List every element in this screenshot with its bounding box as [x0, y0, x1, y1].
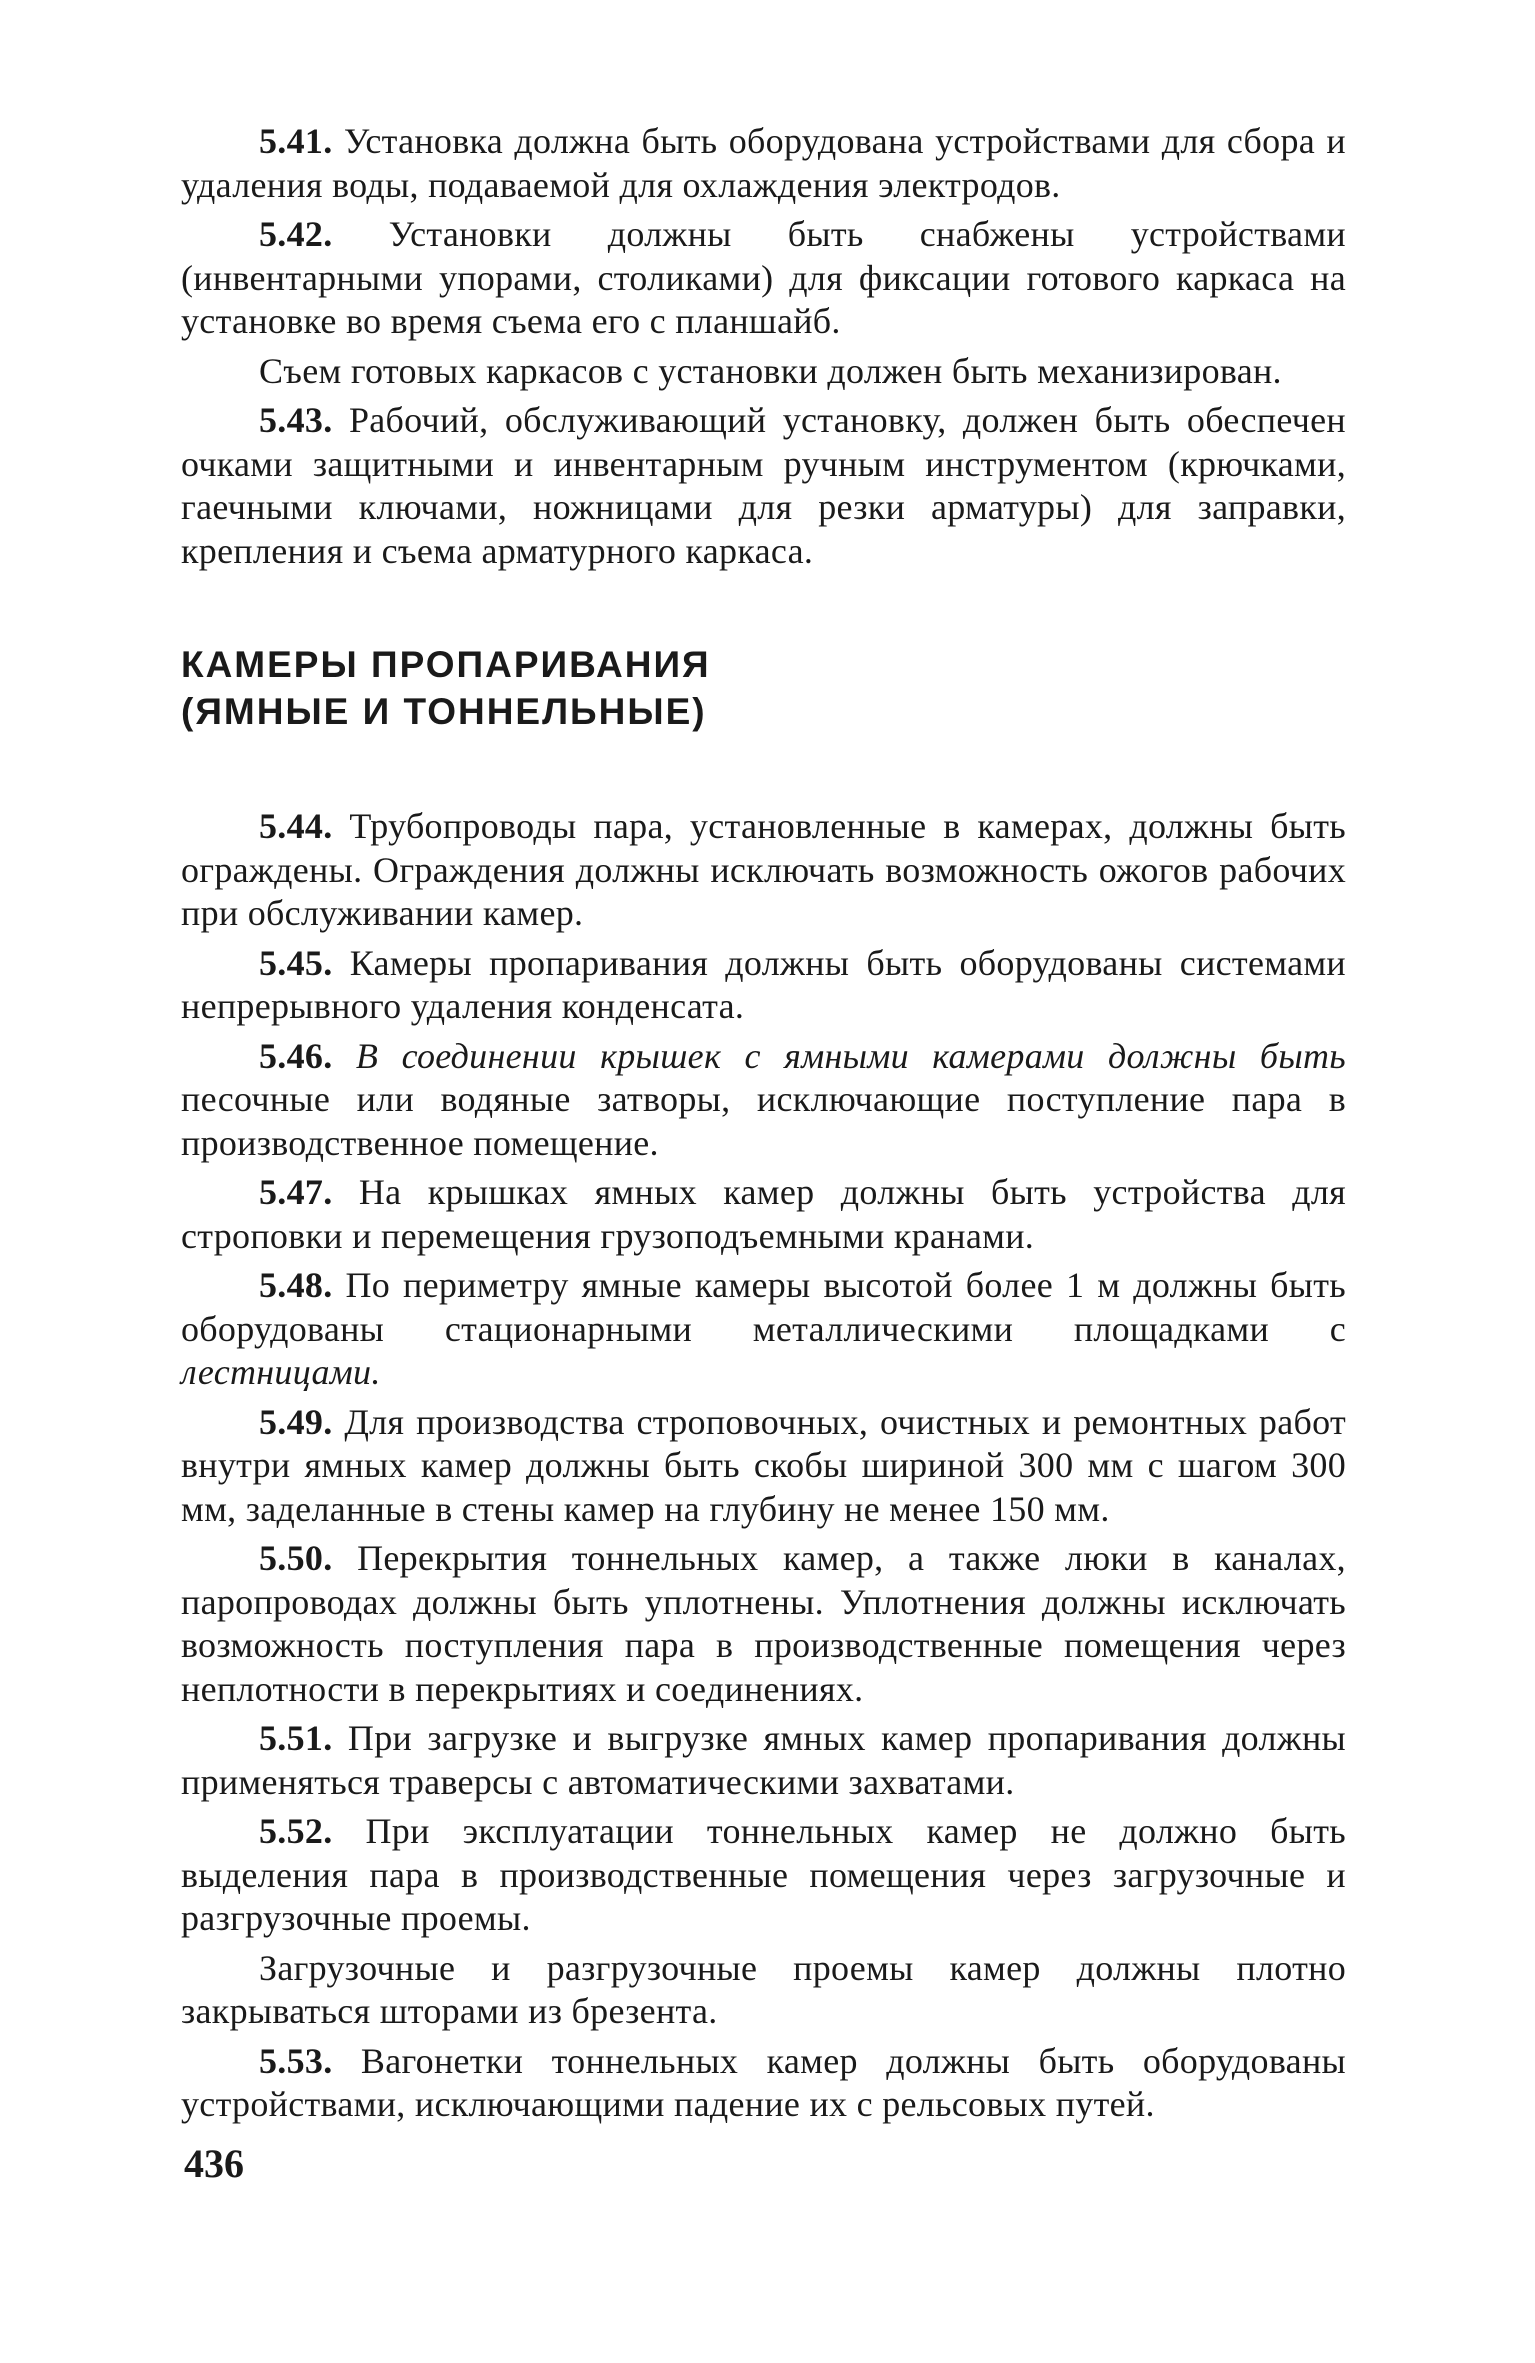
- page-body: [181, 120, 1346, 2133]
- paragraph-5-45: [181, 942, 1346, 1029]
- clause-text: Камеры пропаривания должны быть оборудованы системами непрерывного удаления конденсата.: [181, 942, 1346, 1026]
- paragraph-5-50: [181, 1537, 1346, 1711]
- clause-number: 5.43.: [259, 400, 333, 440]
- clause-text: Вагонетки тоннельных камер должны быть оборудованы устройствами, исключающими падение их с рельсовых путей.: [181, 2040, 1346, 2124]
- paragraph-5-52-continuation: [181, 1947, 1346, 2034]
- clause-text: Загрузочные и разгрузочные проемы камер должны плотно закрываться шторами из брезента.: [181, 1947, 1346, 2031]
- clause-number: 5.45.: [259, 942, 333, 983]
- clause-text-italic: лестницами.: [181, 1352, 381, 1392]
- clause-text: Установка должна быть оборудована устройствами для сбора и удаления воды, подаваемой для охлаждения электродов.: [181, 121, 1346, 205]
- section-heading-line-1: КАМЕРЫ ПРОПАРИВАНИЯ: [181, 644, 711, 685]
- clause-number: 5.48.: [259, 1265, 333, 1305]
- clause-number: 5.49.: [259, 1401, 333, 1442]
- clause-text: Рабочий, обслуживающий установку, должен быть обеспечен очками защитными и инвентарным ручным инструментом (крючками, гаечными ключами, ножницами для резки арматуры) для заправки, крепления и съема арматурного каркаса.: [181, 400, 1347, 571]
- paragraph-5-42-continuation: [181, 350, 1346, 394]
- section-heading-line-2: (ЯМНЫЕ И ТОННЕЛЬНЫЕ): [181, 691, 707, 732]
- paragraph-5-49: [181, 1401, 1346, 1532]
- clause-number: 5.53.: [259, 2040, 333, 2081]
- clause-text: На крышках ямных камер должны быть устройства для строповки и перемещения грузоподъемными кранами.: [181, 1172, 1346, 1256]
- paragraph-5-52: [181, 1810, 1346, 1941]
- clause-number: 5.41.: [259, 121, 333, 161]
- paragraph-5-41: [181, 120, 1346, 207]
- section-heading: [181, 641, 1346, 735]
- clause-text: Съем готовых каркасов с установки должен быть механизирован.: [259, 350, 1282, 391]
- paragraph-5-43: [181, 399, 1346, 573]
- paragraph-5-42: [181, 213, 1346, 344]
- paragraph-5-51: [181, 1717, 1346, 1804]
- clause-text: Трубопроводы пара, установленные в камерах, должны быть ограждены. Ограждения должны исключать возможность ожогов рабочих при обслуживании камер.: [181, 806, 1346, 933]
- clause-number: 5.47.: [259, 1172, 333, 1212]
- clause-number: 5.42.: [259, 214, 333, 254]
- clause-number: 5.44.: [259, 806, 333, 846]
- clause-text: Установки должны быть снабжены устройствами (инвентарными упорами, столиками) для фиксации готового каркаса на установке во время съема его с планшайб.: [181, 214, 1346, 341]
- clause-text: При эксплуатации тоннельных камер не должно быть выделения пара в производственные помещения через загрузочные и разгрузочные проемы.: [181, 1811, 1346, 1938]
- clause-text: Перекрытия тоннельных камер, а также люки в каналах, паропроводах должны быть уплотнены. Уплотнения должны исключать возможность поступления пара в производственные помещения через неплотности в перекрытиях и соединениях.: [181, 1538, 1346, 1709]
- paragraph-5-53: [181, 2040, 1346, 2127]
- clause-number: 5.52.: [259, 1811, 333, 1851]
- clause-number: 5.46.: [259, 1035, 333, 1076]
- paragraph-5-46: [181, 1035, 1346, 1166]
- paragraph-5-48: [181, 1264, 1346, 1395]
- clause-text: песочные или водяные затворы, исключающие поступление пара в производственное помещение.: [181, 1079, 1346, 1163]
- paragraph-5-44: [181, 805, 1346, 936]
- clause-text: Для производства строповочных, очистных и ремонтных работ внутри ямных камер должны быть скобы шириной 300 мм с шагом 300 мм, заделанные в стены камер на глубину не менее 150 мм.: [181, 1401, 1346, 1529]
- clause-text: По периметру ямные камеры высотой более 1 м должны быть оборудованы стационарными металлическими площадками с: [181, 1265, 1346, 1349]
- paragraph-5-47: [181, 1171, 1346, 1258]
- clause-text: При загрузке и выгрузке ямных камер пропаривания должны применяться траверсы с автоматическими захватами.: [181, 1718, 1346, 1802]
- clause-number: 5.51.: [259, 1718, 333, 1758]
- clause-text-italic: В соединении крышек с ямными камерами должны быть: [355, 1035, 1346, 1076]
- page-number: 436: [184, 2141, 244, 2186]
- clause-number: 5.50.: [259, 1538, 333, 1578]
